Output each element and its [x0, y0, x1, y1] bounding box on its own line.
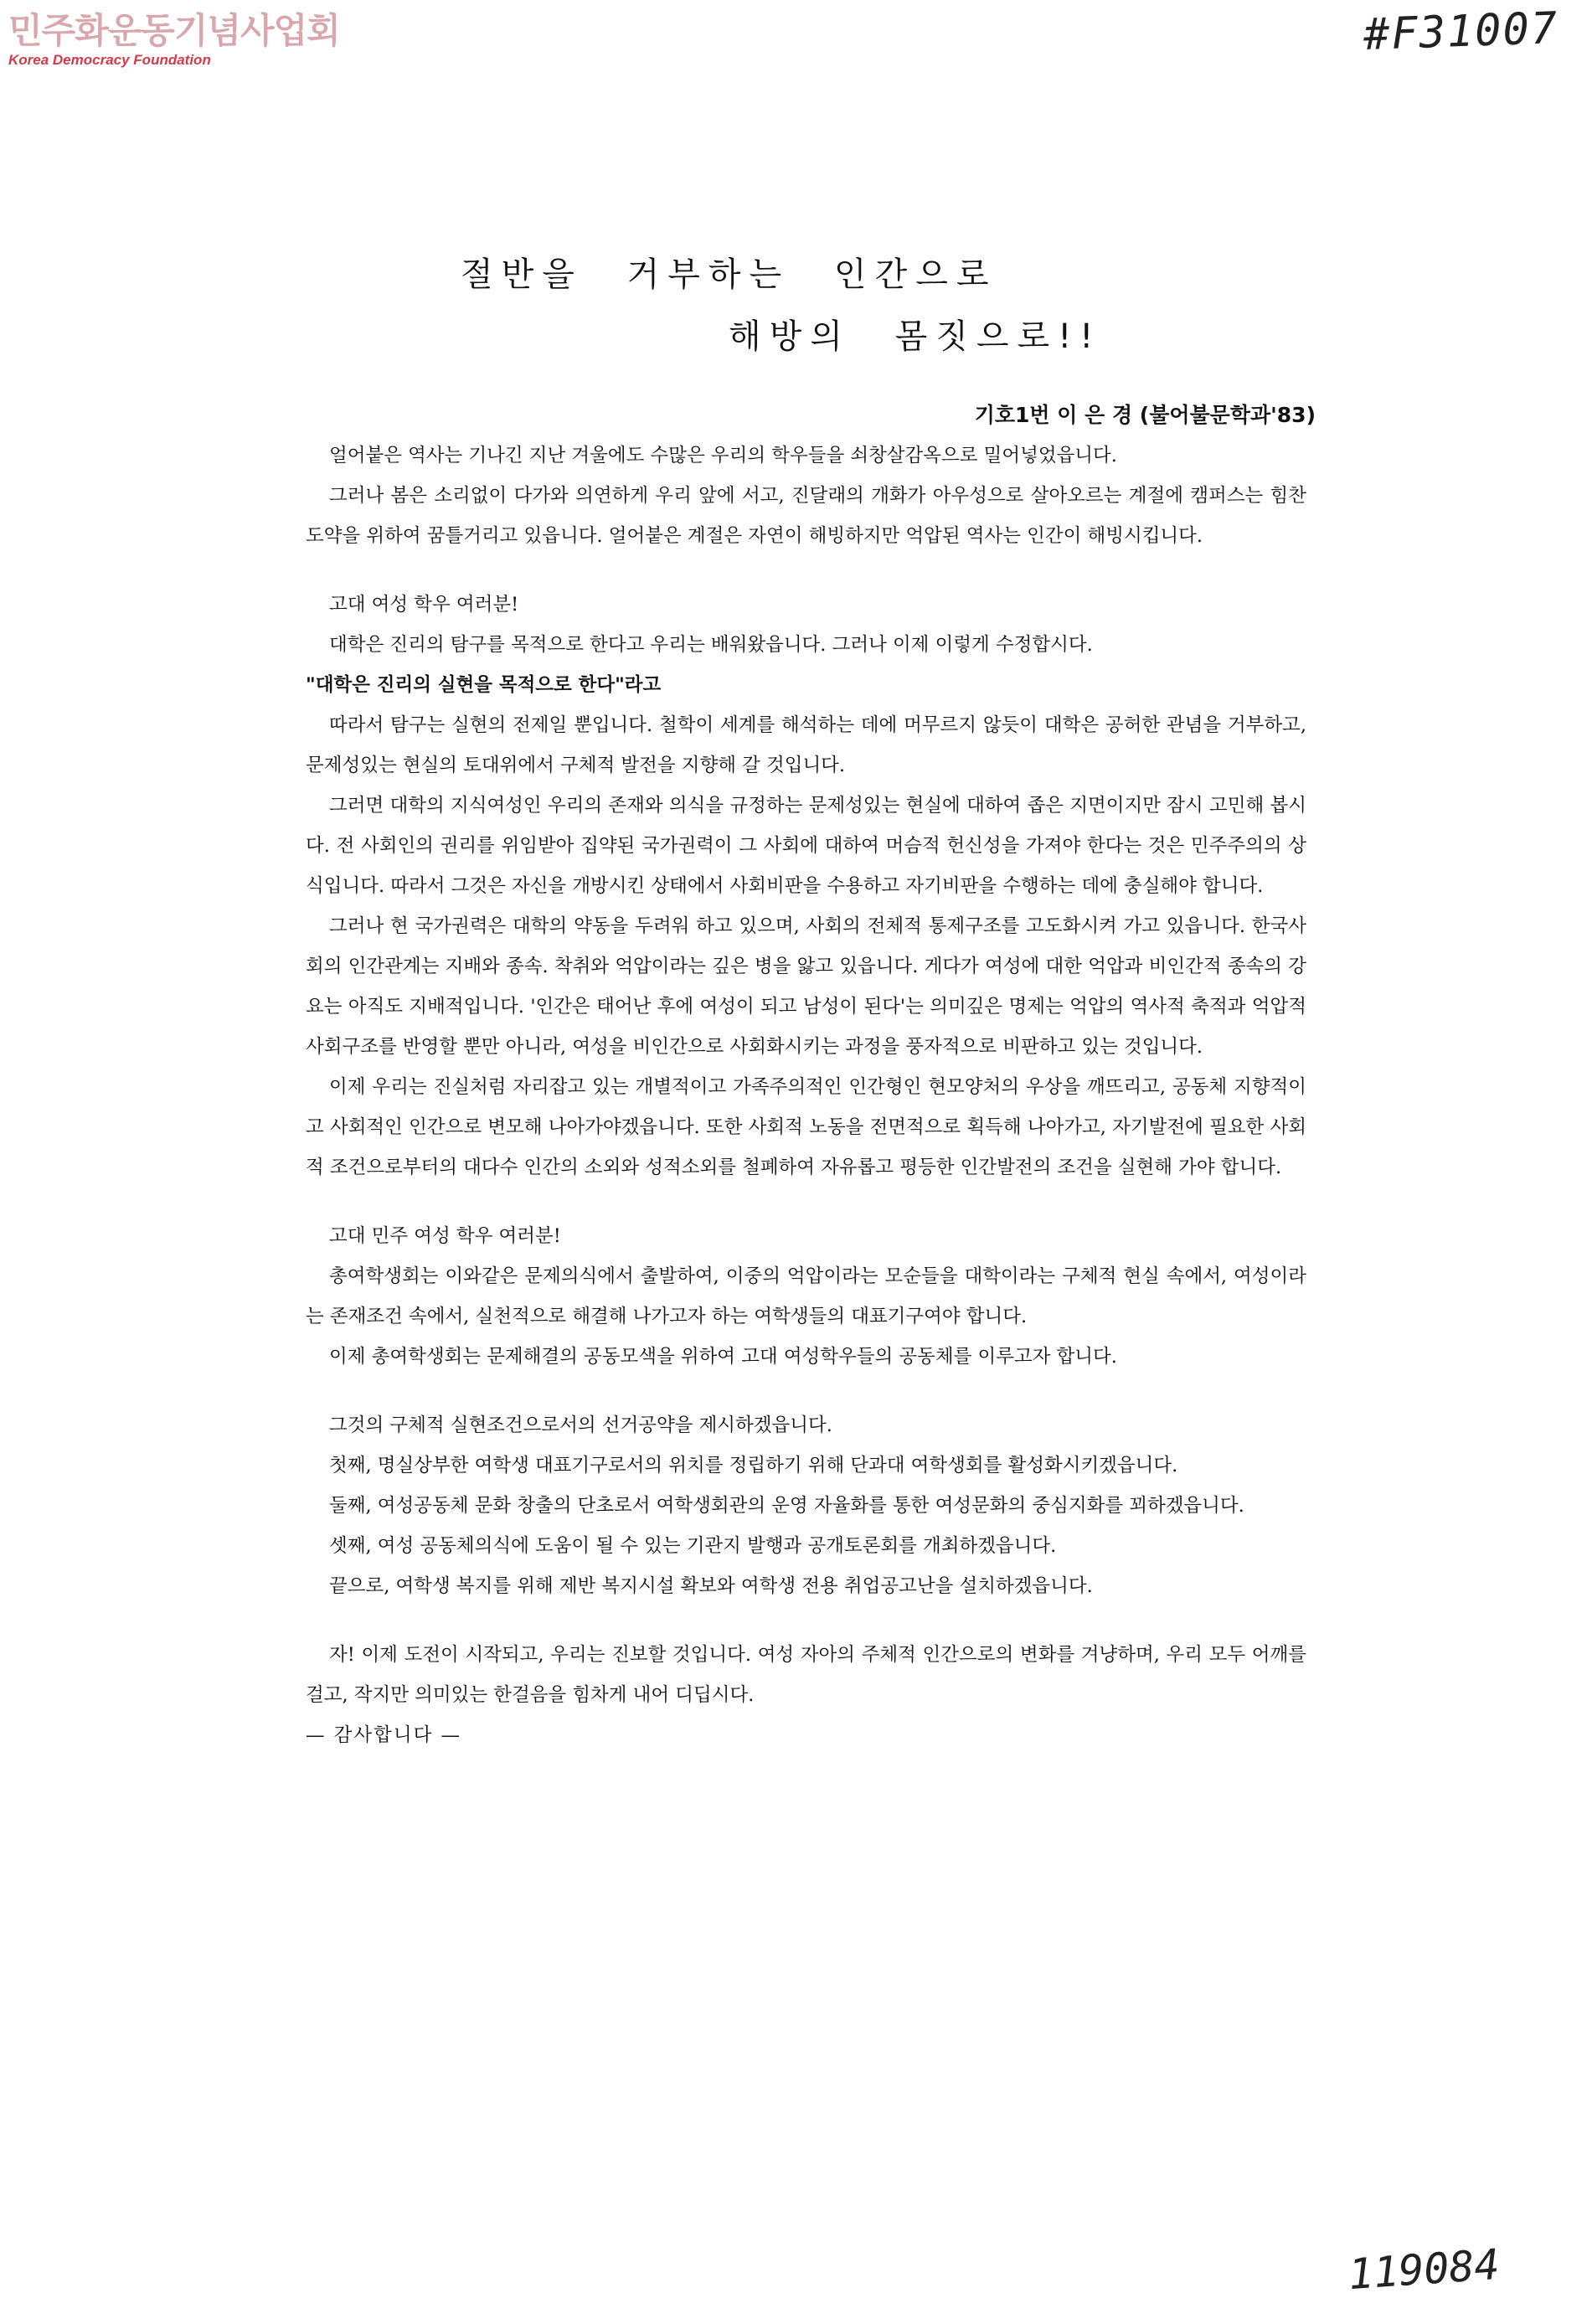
page-number: 119084 [1347, 2239, 1502, 2300]
document-body [306, 435, 1306, 1755]
paragraph: 이제 총여학생회는 문제해결의 공동모색을 위하여 고대 여성학우들의 공동체를 이루고자 합니다. [329, 1346, 1117, 1368]
paragraph: 자! 이제 도전이 시작되고, 우리는 진보할 것입니다. 여성 자아의 주체적 인간으로의 변화를 겨냥하며, 우리 모두 어깨를 걸고, 작지만 의미있는 한걸음을 힘차게 내어 디딥시다. [306, 1644, 1306, 1706]
author-line: 기호1번 이 은 경 (불어불문학과'83) [974, 403, 1316, 427]
watermark-logo [8, 12, 340, 69]
paragraph: 고대 여성 학우 여러분! [329, 594, 519, 616]
watermark-korean: 민주화운동기념사업회 [8, 10, 340, 51]
paragraph: 따라서 탐구는 실현의 전제일 뿐입니다. 철학이 세계를 해석하는 데에 머무르지 않듯이 대학은 공허한 관념을 거부하고, 문제성있는 현실의 토대위에서 구체적 발전을 지향해 갈 것입니다. [306, 714, 1306, 776]
paragraph: 총여학생회는 이와같은 문제의식에서 출발하여, 이중의 억압이라는 모순들을 대학이라는 구체적 현실 속에서, 여성이라는 존재조건 속에서, 실천적으로 해결해 나가고자 하는 여학생들의 대표기구여야 합니다. [306, 1265, 1306, 1327]
paragraph: 그러나 봄은 소리없이 다가와 의연하게 우리 앞에 서고, 진달래의 개화가 아우성으로 살아오르는 계절에 캠퍼스는 힘찬 도약을 위하여 꿈틀거리고 있읍니다. 얼어붙은 계절은 자연이 해빙하지만 억압된 역사는 인간이 해빙시킵니다. [306, 485, 1306, 547]
title-line-2: 해방의 몸짓으로!! [729, 317, 1102, 356]
paragraph: 그것의 구체적 실현조건으로서의 선거공약을 제시하겠읍니다. [329, 1414, 832, 1436]
pledge-item: 둘째, 여성공동체 문화 창출의 단초로서 여학생회관의 운영 자율화를 통한 여성문화의 중심지화를 꾀하겠읍니다. [329, 1495, 1244, 1517]
paragraph: 이제 우리는 진실처럼 자리잡고 있는 개별적이고 가족주의적인 인간형인 현모양처의 우상을 깨뜨리고, 공동체 지향적이고 사회적인 인간으로 변모해 나아가야겠읍니다. 또한 사회적 노동을 전면적으로 획득해 나아가고, 자기발전에 필요한 사회적 조건으로부터의 대다수 인간의 소외와 성적소외를 철폐하여 자유롭고 평등한 인간발전의 조건을 실현해 가야 합니다. [306, 1076, 1306, 1178]
paragraph: 그러면 대학의 지식여성인 우리의 존재와 의식을 규정하는 문제성있는 현실에 대하여 좁은 지면이지만 잠시 고민해 봅시다. 전 사회인의 권리를 위임받아 집약된 국가권력이 그 사회에 대하여 머슴적 헌신성을 가져야 한다는 것은 민주주의의 상식입니다. 따라서 그것은 자신을 개방시킨 상태에서 사회비판을 수용하고 자기비판을 수행하는 데에 충실해야 합니다. [306, 795, 1306, 897]
pledge-item: 끝으로, 여학생 복지를 위해 제반 복지시설 확보와 여학생 전용 취업공고난을 설치하겠읍니다. [329, 1575, 1093, 1597]
paragraph: 고대 민주 여성 학우 여러분! [329, 1225, 561, 1247]
paragraph: "대학은 진리의 실현을 목적으로 한다"라고 [306, 674, 662, 696]
paragraph: 얼어붙은 역사는 기나긴 지난 겨울에도 수많은 우리의 학우들을 쇠창살감옥으로 밀어넣었읍니다. [329, 445, 1117, 466]
archive-id: #F31007 [1362, 3, 1559, 61]
paragraph: 그러나 현 국가권력은 대학의 약동을 두려워 하고 있으며, 사회의 전체적 통제구조를 고도화시켜 가고 있읍니다. 한국사회의 인간관계는 지배와 종속. 착취와 억압이라는 깊은 병을 앓고 있읍니다. 게다가 여성에 대한 억압과 비인간적 종속의 강요는 아직도 지배적입니다. '인간은 태어난 후에 여성이 되고 남성이 된다'는 의미깊은 명제는 억압의 역사적 축적과 억압적 사회구조를 반영할 뿐만 아니라, 여성을 비인간으로 사회화시키는 과정을 풍자적으로 비판하고 있는 것입니다. [306, 915, 1306, 1058]
pledge-item: 첫째, 명실상부한 여학생 대표기구로서의 위치를 정립하기 위해 단과대 여학생회를 활성화시키겠읍니다. [329, 1455, 1178, 1476]
title-line-1: 절반을 거부하는 인간으로 [461, 255, 997, 294]
watermark-english: Korea Democracy Foundation [8, 52, 211, 68]
closing-line: — 감사합니다 — [306, 1724, 461, 1746]
pledge-item: 셋째, 여성 공동체의식에 도움이 될 수 있는 기관지 발행과 공개토론회를 개최하겠읍니다. [329, 1535, 1057, 1557]
paragraph: 대학은 진리의 탐구를 목적으로 한다고 우리는 배워왔읍니다. 그러나 이제 이렇게 수정합시다. [329, 634, 1093, 656]
